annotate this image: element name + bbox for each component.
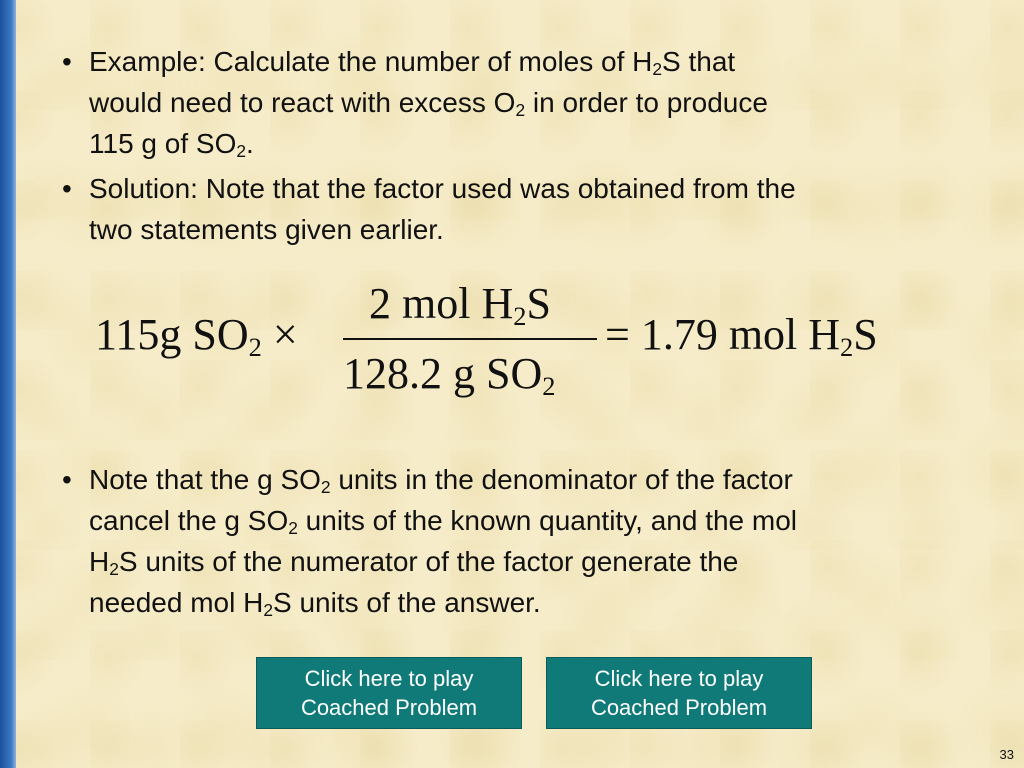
text: units of the known quantity, and the mol xyxy=(297,505,798,536)
text: S units of the answer. xyxy=(273,587,541,618)
text: needed mol H xyxy=(89,587,264,618)
subscript: 2 xyxy=(542,370,556,401)
bullet-line xyxy=(89,582,990,623)
bullet-note xyxy=(60,459,990,623)
bullet-line xyxy=(89,541,990,582)
subscript: 2 xyxy=(288,517,298,538)
play-coached-problem-button-2[interactable] xyxy=(546,657,812,729)
subscript: 2 xyxy=(236,140,247,161)
text: = 1.79 mol H xyxy=(605,310,841,359)
bullet-line xyxy=(89,123,990,164)
text: 2 mol H xyxy=(369,279,514,328)
text: S xyxy=(853,310,878,359)
subscript: 2 xyxy=(515,99,526,120)
bullet-line xyxy=(89,82,990,123)
bullet-dot: • xyxy=(62,464,72,495)
button-label-line1: Click here to play xyxy=(594,666,764,691)
text: in order to produce xyxy=(525,87,768,118)
bullet-dot: • xyxy=(62,46,72,77)
note-content xyxy=(60,459,990,627)
equation-left xyxy=(95,309,298,360)
subscript: 2 xyxy=(652,58,663,79)
text: units in the denominator of the factor xyxy=(330,464,793,495)
button-label-line2: Coached Problem xyxy=(300,695,478,720)
text: S xyxy=(526,279,551,328)
left-accent-bar xyxy=(0,0,16,768)
factor-denominator xyxy=(343,348,555,399)
subscript: 2 xyxy=(320,476,331,497)
text: 115 g of SO xyxy=(89,128,237,159)
text: S that xyxy=(662,46,736,77)
subscript: 2 xyxy=(513,300,527,331)
bullet-solution xyxy=(60,168,990,250)
subscript: 2 xyxy=(840,331,854,362)
bullet-line: Solution: Note that the factor used was obtained from the xyxy=(89,173,796,204)
bullet-line xyxy=(89,459,990,500)
text: 115g SO xyxy=(95,310,249,359)
text: would need to react with excess O xyxy=(89,87,516,118)
bullet-line xyxy=(89,500,990,541)
bullet-example xyxy=(60,41,990,164)
button-label-line1: Click here to play xyxy=(304,666,474,691)
slide-content xyxy=(60,41,990,254)
equation-result xyxy=(605,309,878,360)
conversion-equation xyxy=(95,278,935,408)
text: Note that the g SO xyxy=(89,464,321,495)
subscript: 2 xyxy=(109,558,119,579)
factor-numerator xyxy=(369,278,551,329)
times-sign: × xyxy=(261,310,298,359)
subscript: 2 xyxy=(263,599,273,620)
text: Example: Calculate the number of moles of H xyxy=(89,46,653,77)
text: H xyxy=(89,546,110,577)
text: 128.2 g SO xyxy=(343,349,543,398)
bullet-line: two statements given earlier. xyxy=(89,214,444,245)
fraction-bar xyxy=(343,338,597,340)
button-label-line2: Coached Problem xyxy=(590,695,768,720)
text: cancel the g SO xyxy=(89,505,289,536)
subscript: 2 xyxy=(248,331,262,362)
bullet-line xyxy=(89,41,990,82)
text: S units of the numerator of the factor generate the xyxy=(118,546,739,577)
page-number: 33 xyxy=(999,747,1014,762)
bullet-dot: • xyxy=(62,173,72,204)
text: . xyxy=(246,128,254,159)
play-coached-problem-button[interactable] xyxy=(256,657,522,729)
